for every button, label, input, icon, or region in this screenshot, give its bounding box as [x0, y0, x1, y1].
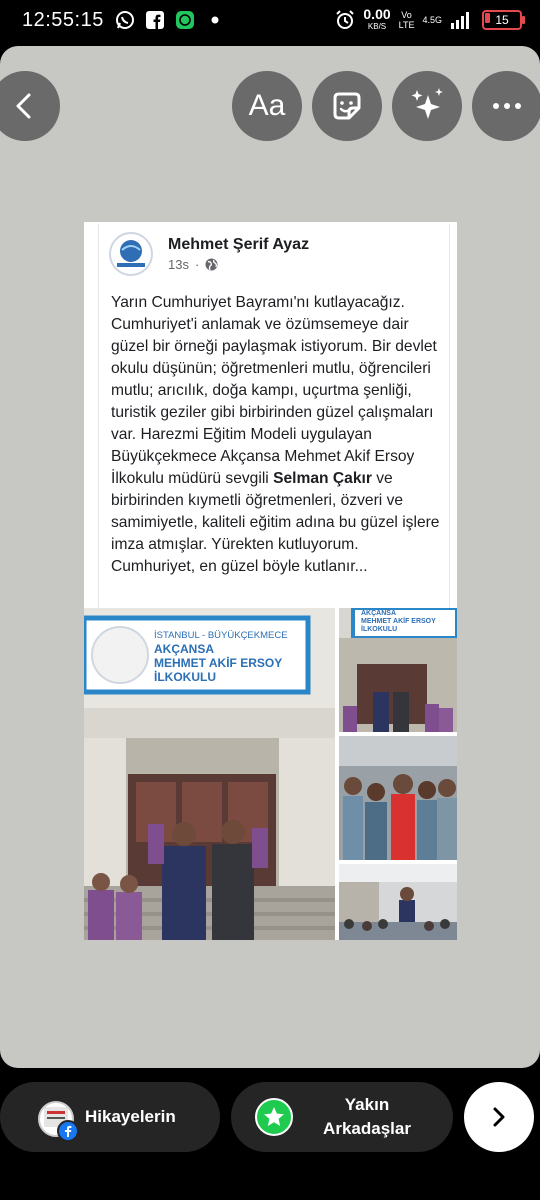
post-meta [168, 257, 218, 272]
shared-post-card[interactable] [84, 222, 457, 940]
effects-button[interactable] [392, 71, 462, 141]
close-friends-button[interactable] [231, 1082, 453, 1152]
post-photos[interactable] [84, 608, 457, 940]
photo-schoolyard[interactable] [339, 864, 457, 940]
signal-icon [450, 10, 474, 30]
mentioned-name: Selman Çakır [273, 470, 372, 487]
dot-icon [205, 10, 225, 30]
network-type: 4.5G [422, 15, 442, 25]
notification-icons [115, 10, 225, 30]
close-friends-label: Yakın Arkadaşlar [323, 1095, 411, 1138]
system-icons [335, 8, 522, 32]
school-sign-small: AKÇANSA MEHMET AKİF ERSOY İLKOKULU [361, 610, 436, 633]
battery-icon [482, 10, 522, 30]
text-tool-button[interactable] [232, 71, 302, 141]
sparkles-icon [408, 87, 446, 125]
sticker-button[interactable] [312, 71, 382, 141]
photo-students-crowd[interactable] [339, 736, 457, 860]
more-options-button[interactable] [472, 71, 540, 141]
volte-indicator: Vo LTE [398, 10, 415, 30]
globe-icon [205, 258, 218, 271]
chevron-left-icon [10, 91, 40, 121]
next-button[interactable] [464, 1082, 534, 1152]
facebook-icon [145, 10, 165, 30]
post-text: Yarın Cumhuriyet Bayramı'nı kutlayacağız. Cumhuriyet'i anlamak ve özümsemeye dair güzel bir örneği paylaşmak istiyorum. Bir devlet okulu düşünün; öğretmenleri mutlu, öğrencileri mutlu; arıcılık, doğa kampı, uçurtma şenliği, turistik geziler gibi birbirinden güzel çalışmaları var. Harezmi Eğitim Modeli uygulayan Büyükçekmece Akçansa Mehmet Akif Ersoy İlkokulu müdürü sevgili Selman Çakır ve birbirinden kıymetli öğretmenleri, özveri ve samimiyetle, kaliteli eğitim adına bu güzel işlere imza atmışlar. Yürekten kutluyorum. Cumhuriyet, en güzel böyle kutlanır... [111, 294, 440, 575]
post-time: 13s [168, 257, 189, 272]
more-horizontal-icon [492, 102, 522, 110]
school-sign: İSTANBUL - BÜYÜKÇEKMECE AKÇANSA MEHMET AKİF ERSOY İLKOKULU [154, 630, 288, 684]
status-time: 12:55:15 [22, 9, 104, 31]
share-bar [0, 1068, 540, 1200]
back-button[interactable] [0, 71, 60, 141]
sticker-icon [329, 88, 365, 124]
battery-level: 15 [495, 13, 509, 27]
whatsapp-icon [115, 10, 135, 30]
your-stories-button[interactable] [0, 1082, 220, 1152]
chat-app-icon [175, 10, 195, 30]
network-speed: 0.00 KB/S [363, 6, 391, 31]
chevron-right-icon [488, 1106, 510, 1128]
meta-separator: · [194, 257, 200, 272]
photo-entrance-group[interactable] [339, 608, 457, 732]
your-stories-label: Hikayelerin [85, 1107, 176, 1126]
facebook-badge-icon [57, 1120, 79, 1142]
photo-school-entrance[interactable] [84, 608, 335, 940]
story-canvas [0, 46, 540, 1068]
text-tool-label: Aa [248, 89, 286, 122]
post-author[interactable]: Mehmet Şerif Ayaz [168, 236, 310, 253]
author-avatar [109, 232, 153, 276]
close-friends-star-icon [255, 1098, 293, 1136]
alarm-icon [335, 10, 355, 30]
post-content [98, 224, 450, 609]
status-bar [0, 0, 540, 44]
